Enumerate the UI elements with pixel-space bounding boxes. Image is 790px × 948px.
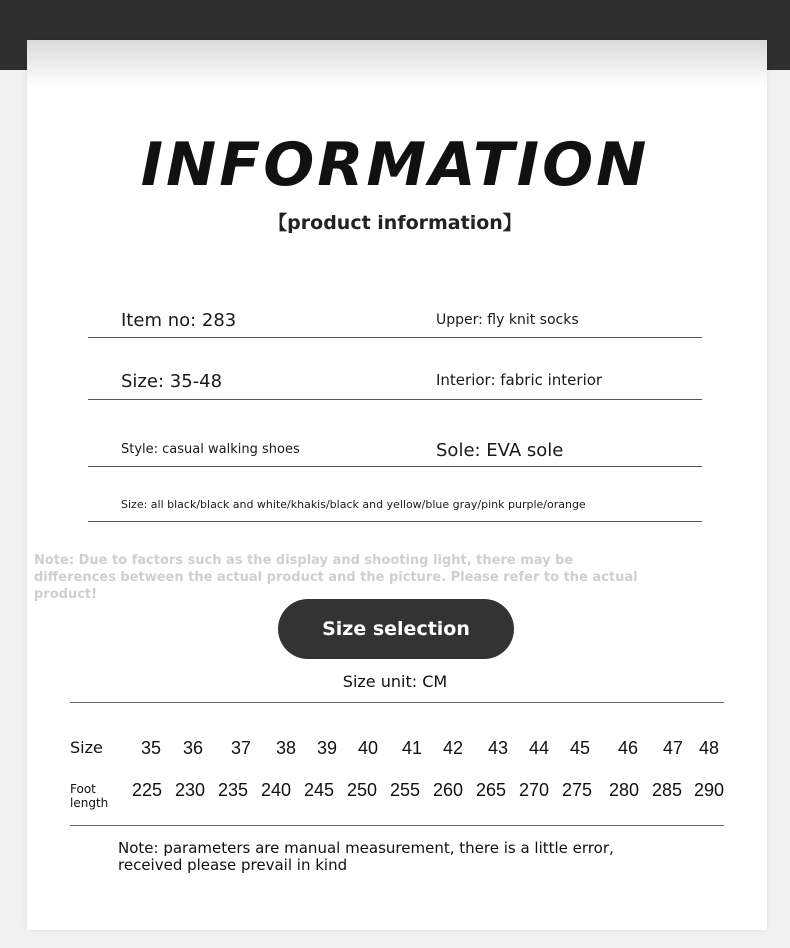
page-title: INFORMATION [140,130,650,200]
foot-length-cell: 230 [174,780,206,800]
interior-material: Interior: fabric interior [436,371,603,389]
size-cell: 45 [569,738,591,758]
table-bottom-divider [70,825,724,826]
foot-length-cell: 245 [303,780,335,800]
foot-length-cell: 240 [260,780,292,800]
size-cell: 48 [698,738,720,758]
size-row-label: Size [70,738,103,757]
foot-length-cell: 250 [346,780,378,800]
size-cell: 40 [357,738,379,758]
size-cell: 47 [662,738,684,758]
foot-length-cell: 255 [389,780,421,800]
size-cell: 41 [401,738,423,758]
foot-length-row-label: Foot length [70,782,109,810]
foot-length-cell: 285 [651,780,683,800]
table-top-divider [70,702,724,703]
page-subtitle: 【product information】 [268,212,522,234]
size-selection-button[interactable]: Size selection [278,599,514,659]
info-row-4 [88,494,702,522]
size-cell: 39 [316,738,338,758]
size-range: Size: 35-48 [121,371,223,392]
display-difference-note: Note: Due to factors such as the display and shooting light, there may be differences between the actual product and the picture. Please refer to the actual product! [34,553,638,602]
foot-length-cell: 270 [518,780,550,800]
size-cell: 43 [487,738,509,758]
foot-length-cell: 290 [693,780,725,800]
size-cell: 42 [442,738,464,758]
foot-length-cell: 265 [475,780,507,800]
card-top-fade [27,40,767,86]
shoe-style: Style: casual walking shoes [121,442,300,457]
foot-length-cell: 225 [131,780,163,800]
upper-material: Upper: fly knit socks [436,312,579,328]
size-cell: 38 [275,738,297,758]
info-row-2 [88,366,702,400]
size-cell: 44 [528,738,550,758]
size-cell: 37 [230,738,252,758]
item-number: Item no: 283 [121,310,237,331]
foot-length-cell: 280 [608,780,640,800]
measurement-note: Note: parameters are manual measurement, there is a little error, received please prevail in kind [118,839,614,874]
foot-length-cell: 260 [432,780,464,800]
size-cell: 36 [182,738,204,758]
info-row-1 [88,306,702,338]
sole-material: Sole: EVA sole [436,440,564,461]
foot-length-cell: 235 [217,780,249,800]
color-options: Size: all black/black and white/khakis/black and yellow/blue gray/pink purple/orange [121,498,586,511]
size-cell: 46 [617,738,639,758]
size-cell: 35 [140,738,162,758]
info-row-3 [88,436,702,467]
size-unit-label: Size unit: CM [342,672,448,691]
foot-length-cell: 275 [561,780,593,800]
